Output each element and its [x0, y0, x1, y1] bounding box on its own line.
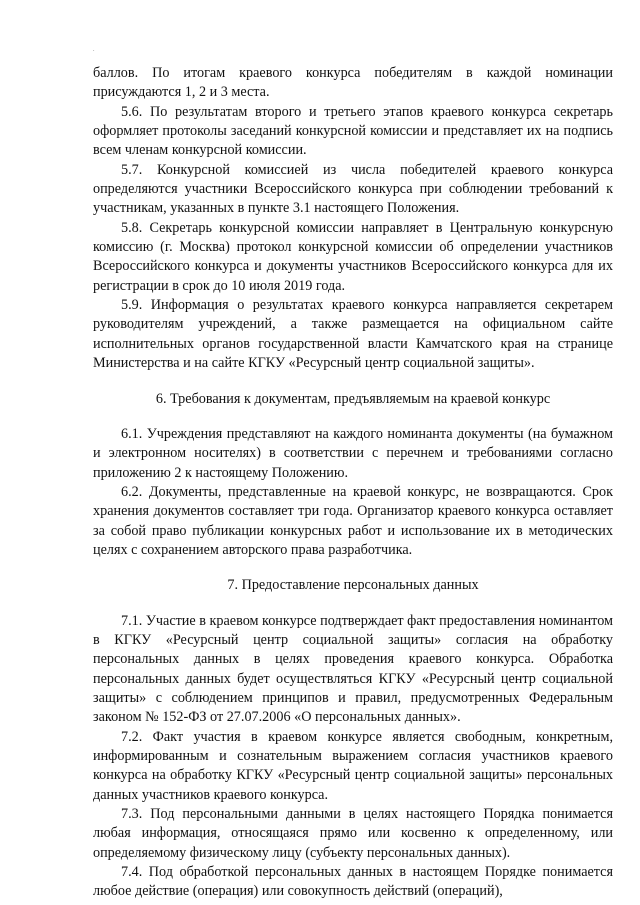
- paragraph-5-5-continuation: баллов. По итогам краевого конкурса победителям в каждой номинации присуждаются 1, 2 и 3 места.: [93, 65, 613, 101]
- paragraph-5-6: 5.6. По результатам второго и третьего этапов краевого конкурса секретарь оформляет протоколы заседаний конкурсной комиссии и представляет их на подпись всем членам конкурсной комиссии.: [93, 103, 613, 159]
- paragraph-5-8: 5.8. Секретарь конкурсной комиссии направляет в Центральную конкурсную комиссию (г. Москва) протокол конкурсной комиссии об определении участников Всероссийского конкурса и документы участников Всероссийского конкурса для их регистрации в срок до 10 июля 2019 года.: [93, 219, 613, 294]
- section-7-heading: 7. Предоставление персональных данных: [227, 577, 479, 594]
- paragraph-7-1: 7.1. Участие в краевом конкурсе подтверждает факт предоставления номинантом в КГКУ «Ресурсный центр социальной защиты» согласия на обработку персональных данных в целях проведения краевого конкурса. Обработка персональных данных будет осуществляться КГКУ «Ресурсный центр социальной защиты» с соблюдением принципов и правил, предусмотренных Федеральным законом № 152-ФЗ от 27.07.2006 «О персональных данных».: [93, 612, 613, 726]
- section-6-heading: 6. Требования к документам, предъявляемым на краевой конкурс: [155, 390, 551, 407]
- paragraph-7-4: 7.4. Под обработкой персональных данных в настоящем Порядке понимается любое действие (операция) или совокупность действий (операций),: [93, 864, 613, 900]
- paragraph-5-7: 5.7. Конкурсной комиссией из числа победителей краевого конкурса определяются участники Всероссийского конкурса при соблюдении требований к участникам, указанных в пункте 3.1 настоящего Положения.: [93, 161, 613, 217]
- paragraph-6-2: 6.2. Документы, представленные на краевой конкурс, не возвращаются. Срок хранения документов составляет три года. Организатор краевого конкурса оставляет за собой право публикации конкурсных работ и использование их в методических целях с сохранением авторского права разработчика.: [93, 483, 613, 558]
- paragraph-7-2: 7.2. Факт участия в краевом конкурсе является свободным, конкретным, информированным и сознательным выражением согласия участников краевого конкурса на обработку КГКУ «Ресурсный центр социальной защиты» персональных данных участников краевого конкурса.: [93, 728, 613, 803]
- scan-dot: .: [93, 47, 95, 53]
- paragraph-7-3: 7.3. Под персональными данными в целях настоящего Порядка понимается любая информация, относящаяся прямо или косвенно к определенному, или определяемому физическому лицу (субъекту персональных данных).: [93, 806, 613, 861]
- paragraph-6-1: 6.1. Учреждения представляют на каждого номинанта документы (на бумажном и электронном носителях) в соответствии с перечнем и требованиями согласно приложению 2 к настоящему Положению.: [93, 425, 613, 481]
- paragraph-5-9: 5.9. Информация о результатах краевого конкурса направляется секретарем руководителям учреждений, а также размещается на официальном сайте исполнительных органов государственной власти Камчатского края на странице Министерства и на сайте КГКУ «Ресурсный центр социальной защиты».: [93, 297, 613, 372]
- document-page: [93, 64, 613, 902]
